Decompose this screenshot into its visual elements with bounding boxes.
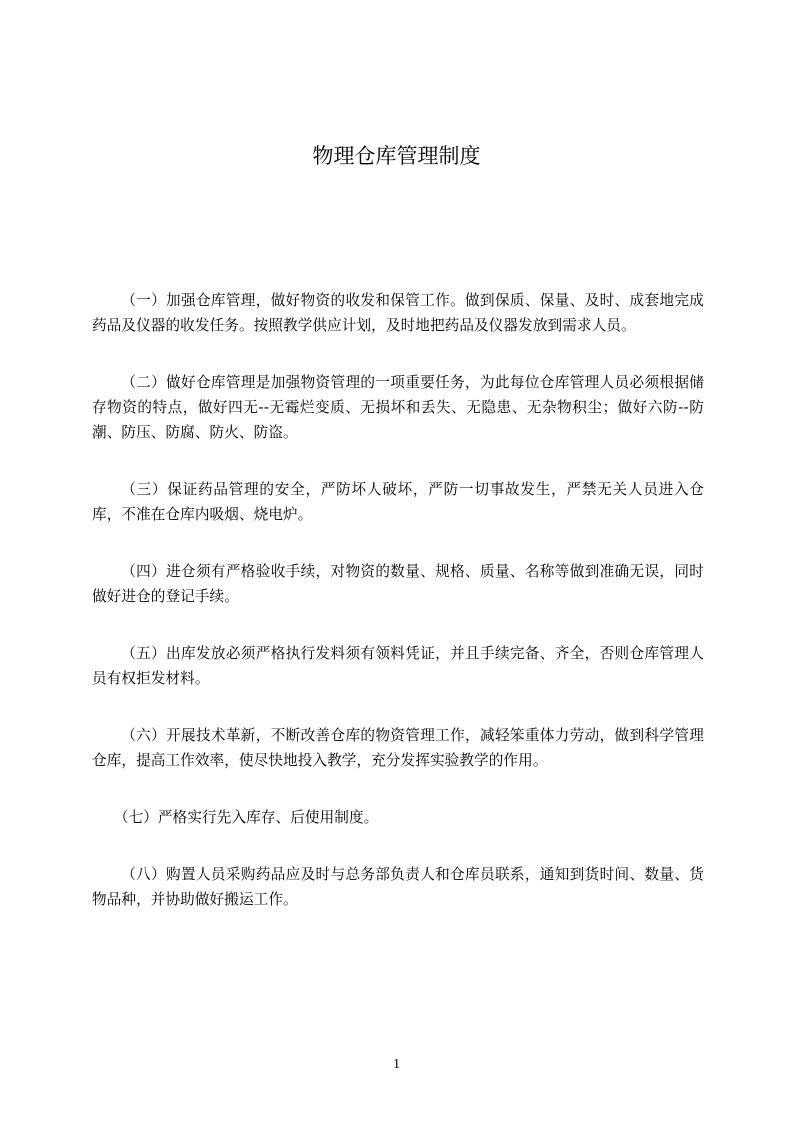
paragraph-5: （五）出库发放必须严格执行发料须有领料凭证，并且手续完备、齐全，否则仓库管理人员有权拒发材料。 [92,645,704,687]
paragraph-6: （六）开展技术革新，不断改善仓库的物资管理工作，减轻笨重体力劳动，做到科学管理仓库，提高工作效率，使尽快地投入教学，充分发挥实验教学的作用。 [92,727,704,769]
document-body [92,288,704,944]
paragraph-1: （一）加强仓库管理，做好物资的收发和保管工作。做到保质、保量、及时、成套地完成药品及仪器的收发任务。按照教学供应计划，及时地把药品及仪器发放到需求人员。 [92,292,704,334]
paragraph-2: （二）做好仓库管理是加强物资管理的一项重要任务，为此每位仓库管理人员必须根据储存物资的特点，做好四无--无霉烂变质、无损坏和丢失、无隐患、无杂物积尘；做好六防--防潮、防压、防腐、防火、防盗。 [92,374,704,441]
paragraph-4: （四）进仓须有严格验收手续，对物资的数量、规格、质量、名称等做到准确无误，同时做好进仓的登记手续。 [92,563,704,605]
page-title: 物理仓库管理制度 [312,144,481,168]
paragraph-3: （三）保证药品管理的安全，严防坏人破坏，严防一切事故发生，严禁无关人员进入仓库，不准在仓库内吸烟、烧电炉。 [92,481,704,523]
paragraph-7: （七）严格实行先入库存、后使用制度。 [113,809,379,826]
paragraph-8: （八）购置人员采购药品应及时与总务部负责人和仓库员联系，通知到货时间、数量、货物品种，并协助做好搬运工作。 [92,866,704,908]
page-number: 1 [393,1057,400,1072]
